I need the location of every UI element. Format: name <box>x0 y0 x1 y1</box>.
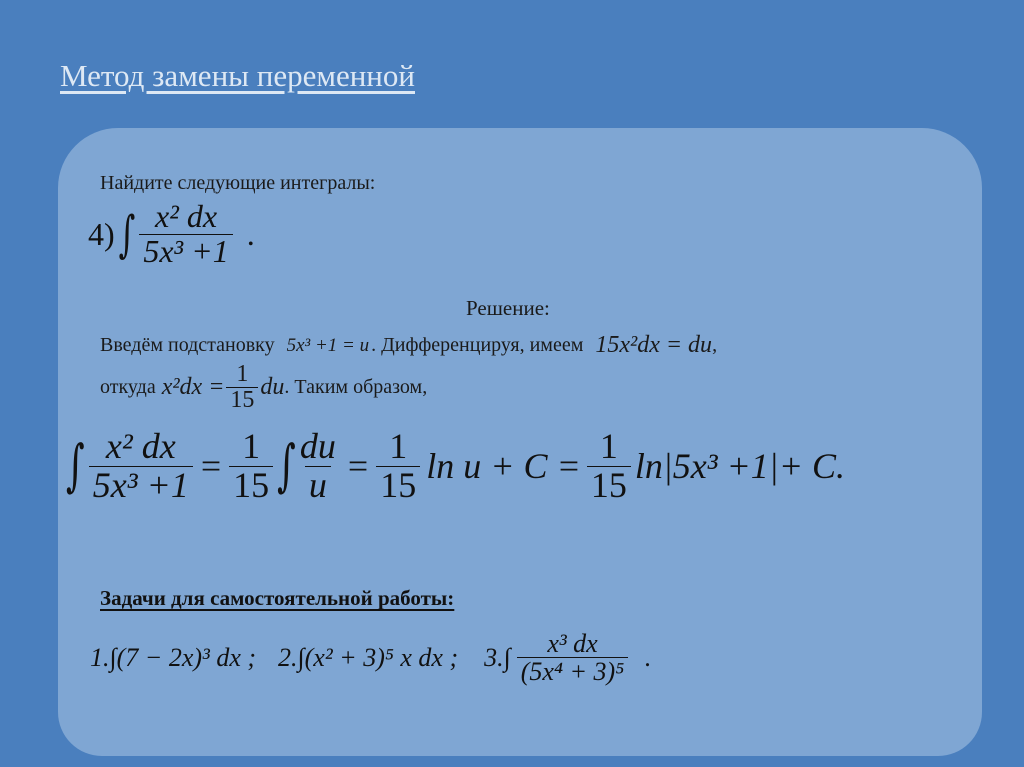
task-fraction <box>139 200 232 268</box>
fraction-denominator: (5x⁴ + 3)⁵ <box>517 657 628 685</box>
task-numerator: x² dx <box>155 198 218 234</box>
task-number: 4) <box>88 215 115 252</box>
dx-lhs: x²dx = <box>161 374 225 401</box>
eq-fraction-5 <box>587 428 631 505</box>
solution-line-1 <box>100 332 717 359</box>
fraction-denominator: 15 <box>587 466 631 505</box>
exercise-3-fraction <box>517 630 628 686</box>
fraction-numerator: x³ dx <box>547 629 598 658</box>
equals-sign: = <box>200 446 222 487</box>
exercise-3-label: 3.∫ <box>484 642 511 672</box>
integral-sign: ∫ <box>277 434 296 499</box>
slide-title: Метод замены переменной <box>60 58 415 93</box>
task-integral <box>88 200 255 268</box>
fraction-denominator: 15 <box>226 387 258 413</box>
fraction-denominator: 15 <box>229 466 273 505</box>
exercise-1: 1.∫(7 − 2x)³ dx ; <box>90 642 257 672</box>
task-end: . <box>246 215 255 252</box>
solution-heading: Решение: <box>466 296 550 320</box>
fraction-numerator: du <box>299 426 336 466</box>
fraction-numerator: x² dx <box>105 426 176 466</box>
differential-formula: 15x²dx = du <box>595 332 713 358</box>
eq-fraction-4 <box>376 428 420 505</box>
solution-text-1: Введём подстановку <box>100 334 275 356</box>
fraction-numerator: 1 <box>242 426 261 466</box>
final-answer: ln|5x³ +1|+ C. <box>634 446 846 487</box>
exercises-row <box>90 630 651 686</box>
equals-sign: = <box>347 446 369 487</box>
solution-text-2: . Дифференцируя, имеем <box>371 334 584 356</box>
du-term: du <box>260 374 285 401</box>
exercises-end: . <box>644 642 651 672</box>
fraction-numerator: 1 <box>236 361 249 387</box>
exercises-heading: Задачи для самостоятельной работы: <box>100 586 455 610</box>
exercise-2: 2.∫(x² + 3)⁵ x dx ; <box>278 642 459 672</box>
solution-line1-end: , <box>712 334 718 356</box>
log-term: ln u + C = <box>426 446 581 487</box>
integral-sign: ∫ <box>118 204 136 264</box>
task-intro: Найдите следующие интегралы: <box>100 172 376 194</box>
eq-fraction-2 <box>229 428 273 505</box>
main-equation <box>66 428 845 505</box>
solution-text-3: откуда <box>100 376 156 399</box>
fraction-numerator: 1 <box>389 426 408 466</box>
integral-sign: ∫ <box>66 434 85 499</box>
fraction-denominator: u <box>305 466 331 505</box>
fraction-denominator: 15 <box>376 466 420 505</box>
fraction-numerator: 1 <box>599 426 618 466</box>
fraction-denominator: 5x³ +1 <box>89 466 193 505</box>
substitution-formula: 5x³ +1 = u <box>286 334 370 356</box>
task-denominator: 5x³ +1 <box>139 234 232 269</box>
one-fifteenth-fraction <box>226 362 258 413</box>
solution-text-4: . Таким образом, <box>284 376 428 399</box>
eq-fraction-3 <box>296 428 340 505</box>
eq-fraction-1 <box>89 428 193 505</box>
solution-line-2 <box>100 362 427 413</box>
